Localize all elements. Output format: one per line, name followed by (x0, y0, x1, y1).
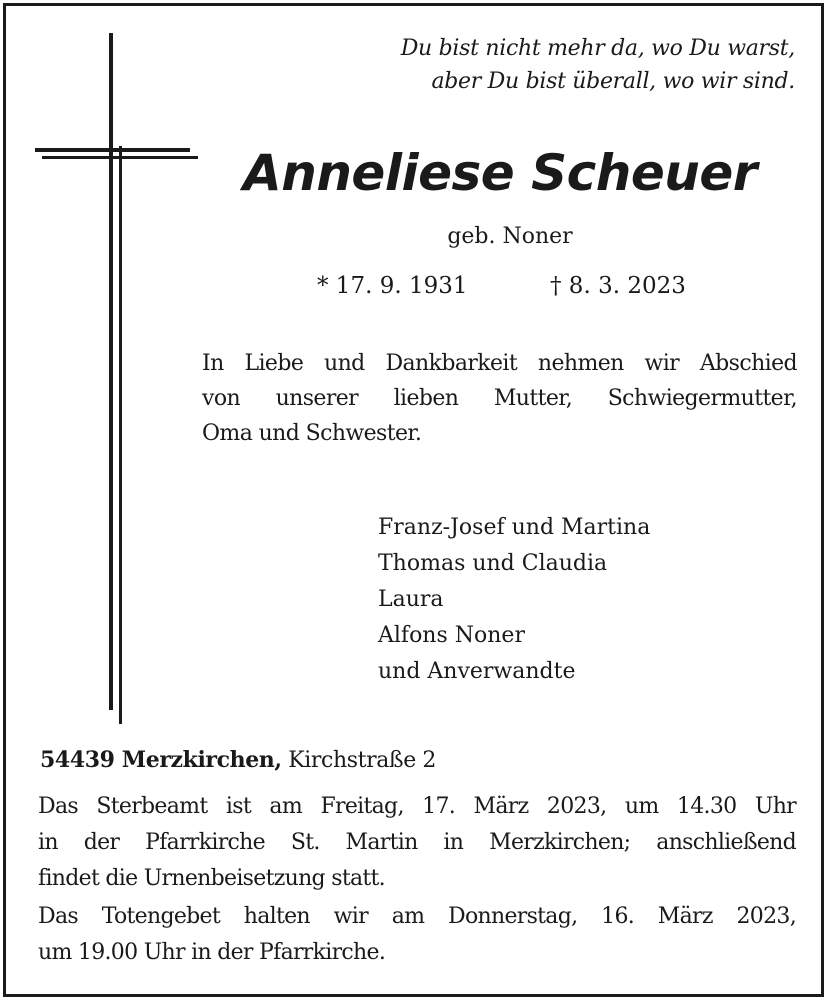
address-city: 54439 Merzkirchen, (40, 747, 282, 773)
birth-name: geb. Noner (447, 224, 573, 249)
cross-vertical-bar-inner (119, 146, 122, 724)
mourner-name: Alfons Noner (378, 623, 525, 648)
address-street: Kirchstraße 2 (288, 748, 437, 773)
mourners-list (378, 510, 650, 690)
memorial-quote (370, 32, 795, 98)
cross-horizontal-bar (35, 148, 190, 152)
mourner-name: Franz-Josef und Martina (378, 515, 651, 540)
quote-line: aber Du bist überall, wo wir sind. (431, 69, 795, 94)
mourner-name: und Anverwandte (378, 659, 576, 684)
requiem-line: Das Sterbeamt ist am Freitag, 17. März 2023, um 14.30 Uhr (38, 794, 796, 819)
cross-vertical-bar (109, 33, 113, 710)
mourner-name: Laura (378, 587, 444, 612)
requiem-line: findet die Urnenbeisetzung statt. (38, 866, 385, 891)
mourner-name: Thomas und Claudia (378, 551, 608, 576)
farewell-line: In Liebe und Dankbarkeit nehmen wir Abschied (202, 351, 797, 376)
death-date: † 8. 3. 2023 (550, 273, 686, 299)
cross-horizontal-bar-inner (42, 156, 198, 159)
prayer-line: Das Totengebet halten wir am Donnerstag, 16. März 2023, (38, 904, 796, 929)
birth-date: * 17. 9. 1931 (317, 273, 468, 299)
prayer-line: um 19.00 Uhr in der Pfarrkirche. (38, 940, 386, 965)
farewell-line: von unserer lieben Mutter, Schwiegermutter, (202, 386, 797, 411)
farewell-text (202, 346, 797, 451)
prayer-info (38, 899, 796, 971)
quote-line: Du bist nicht mehr da, wo Du warst, (400, 36, 795, 61)
requiem-info (38, 789, 796, 897)
address (40, 744, 436, 777)
farewell-line: Oma und Schwester. (202, 421, 422, 446)
requiem-line: in der Pfarrkirche St. Martin in Merzkirchen; anschließend (38, 830, 796, 855)
deceased-name: Anneliese Scheuer (243, 144, 757, 202)
